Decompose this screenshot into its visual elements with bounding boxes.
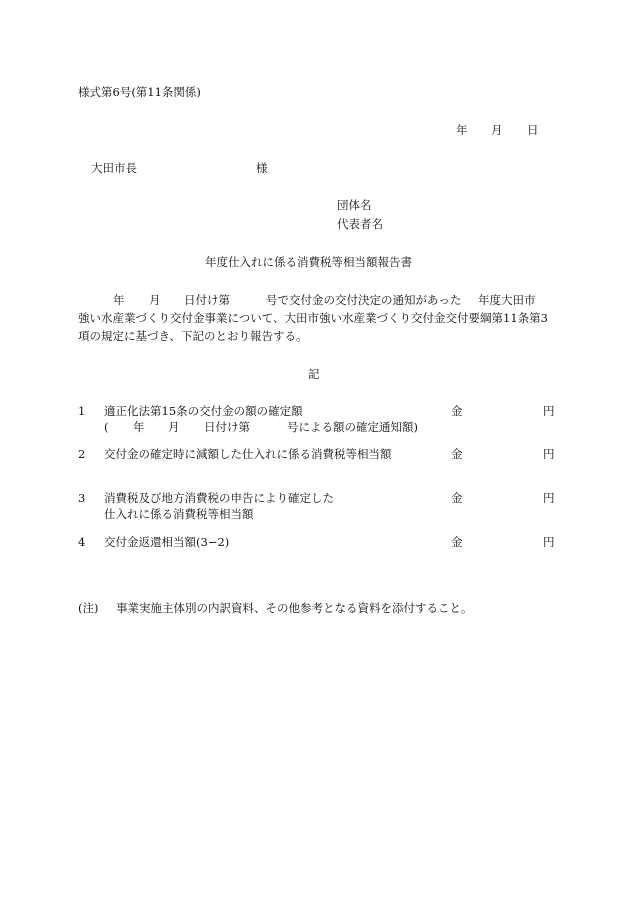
item-3-number: 3 (78, 491, 86, 505)
item-2-kin: 金 (451, 447, 463, 461)
item-3-yen: 円 (543, 491, 555, 505)
item-1-label: 適正化法第15条の交付金の額の確定額 (104, 404, 303, 418)
item-3-label: 消費税及び地方消費税の申告により確定した (104, 491, 334, 505)
item-4-number: 4 (78, 535, 86, 549)
item-3-label-line2: 仕入れに係る消費税等相当額 (104, 507, 254, 521)
representative-label: 代表者名 (337, 217, 383, 231)
addressee-honorific: 様 (256, 161, 268, 175)
body-text-3: 項の規定に基づき、下記のとおり報告する。 (78, 329, 308, 343)
item-1-sub-month: 月 (168, 420, 180, 434)
item-1-yen: 円 (543, 404, 555, 418)
item-1-sub-day: 日付け第 (204, 420, 250, 434)
item-2-yen: 円 (543, 447, 555, 461)
item-1-sub-open: ( (104, 420, 109, 434)
body-text-2: 強い水産業づくり交付金事業について、大田市強い水産業づくり交付金交付要綱第11条第3 (78, 311, 548, 325)
note-mark: (注) (78, 601, 99, 615)
item-1-kin: 金 (451, 404, 463, 418)
date-month-label: 月 (491, 123, 503, 137)
body-month: 月 (149, 293, 161, 307)
organization-label: 団体名 (337, 198, 372, 212)
body-fiscal-year: 年度大田市 (478, 293, 536, 307)
item-2-label: 交付金の確定時に減額した仕入れに係る消費税等相当額 (104, 447, 392, 461)
item-1-number: 1 (78, 404, 86, 418)
note-text: 事業実施主体別の内訳資料、その他参考となる資料を添付すること。 (116, 601, 473, 615)
item-3-kin: 金 (451, 491, 463, 505)
item-4-label: 交付金返還相当額(3−2) (104, 535, 230, 549)
document-title: 年度仕入れに係る消費税等相当額報告書 (205, 255, 412, 269)
item-4-kin: 金 (451, 535, 463, 549)
item-2-number: 2 (78, 447, 86, 461)
body-day: 日付け第 (184, 293, 230, 307)
form-number: 様式第6号(第11条関係) (78, 85, 201, 99)
item-1-sub-year: 年 (133, 420, 145, 434)
item-1-sub-rest: 号による額の確定通知額) (287, 420, 418, 434)
date-year-label: 年 (456, 123, 468, 137)
date-day-label: 日 (527, 123, 539, 137)
ki-heading: 記 (308, 367, 320, 381)
item-4-yen: 円 (543, 535, 555, 549)
body-year: 年 (113, 293, 125, 307)
addressee-name: 大田市長 (91, 161, 137, 175)
body-text-1: 号で交付金の交付決定の通知があった (266, 293, 462, 307)
